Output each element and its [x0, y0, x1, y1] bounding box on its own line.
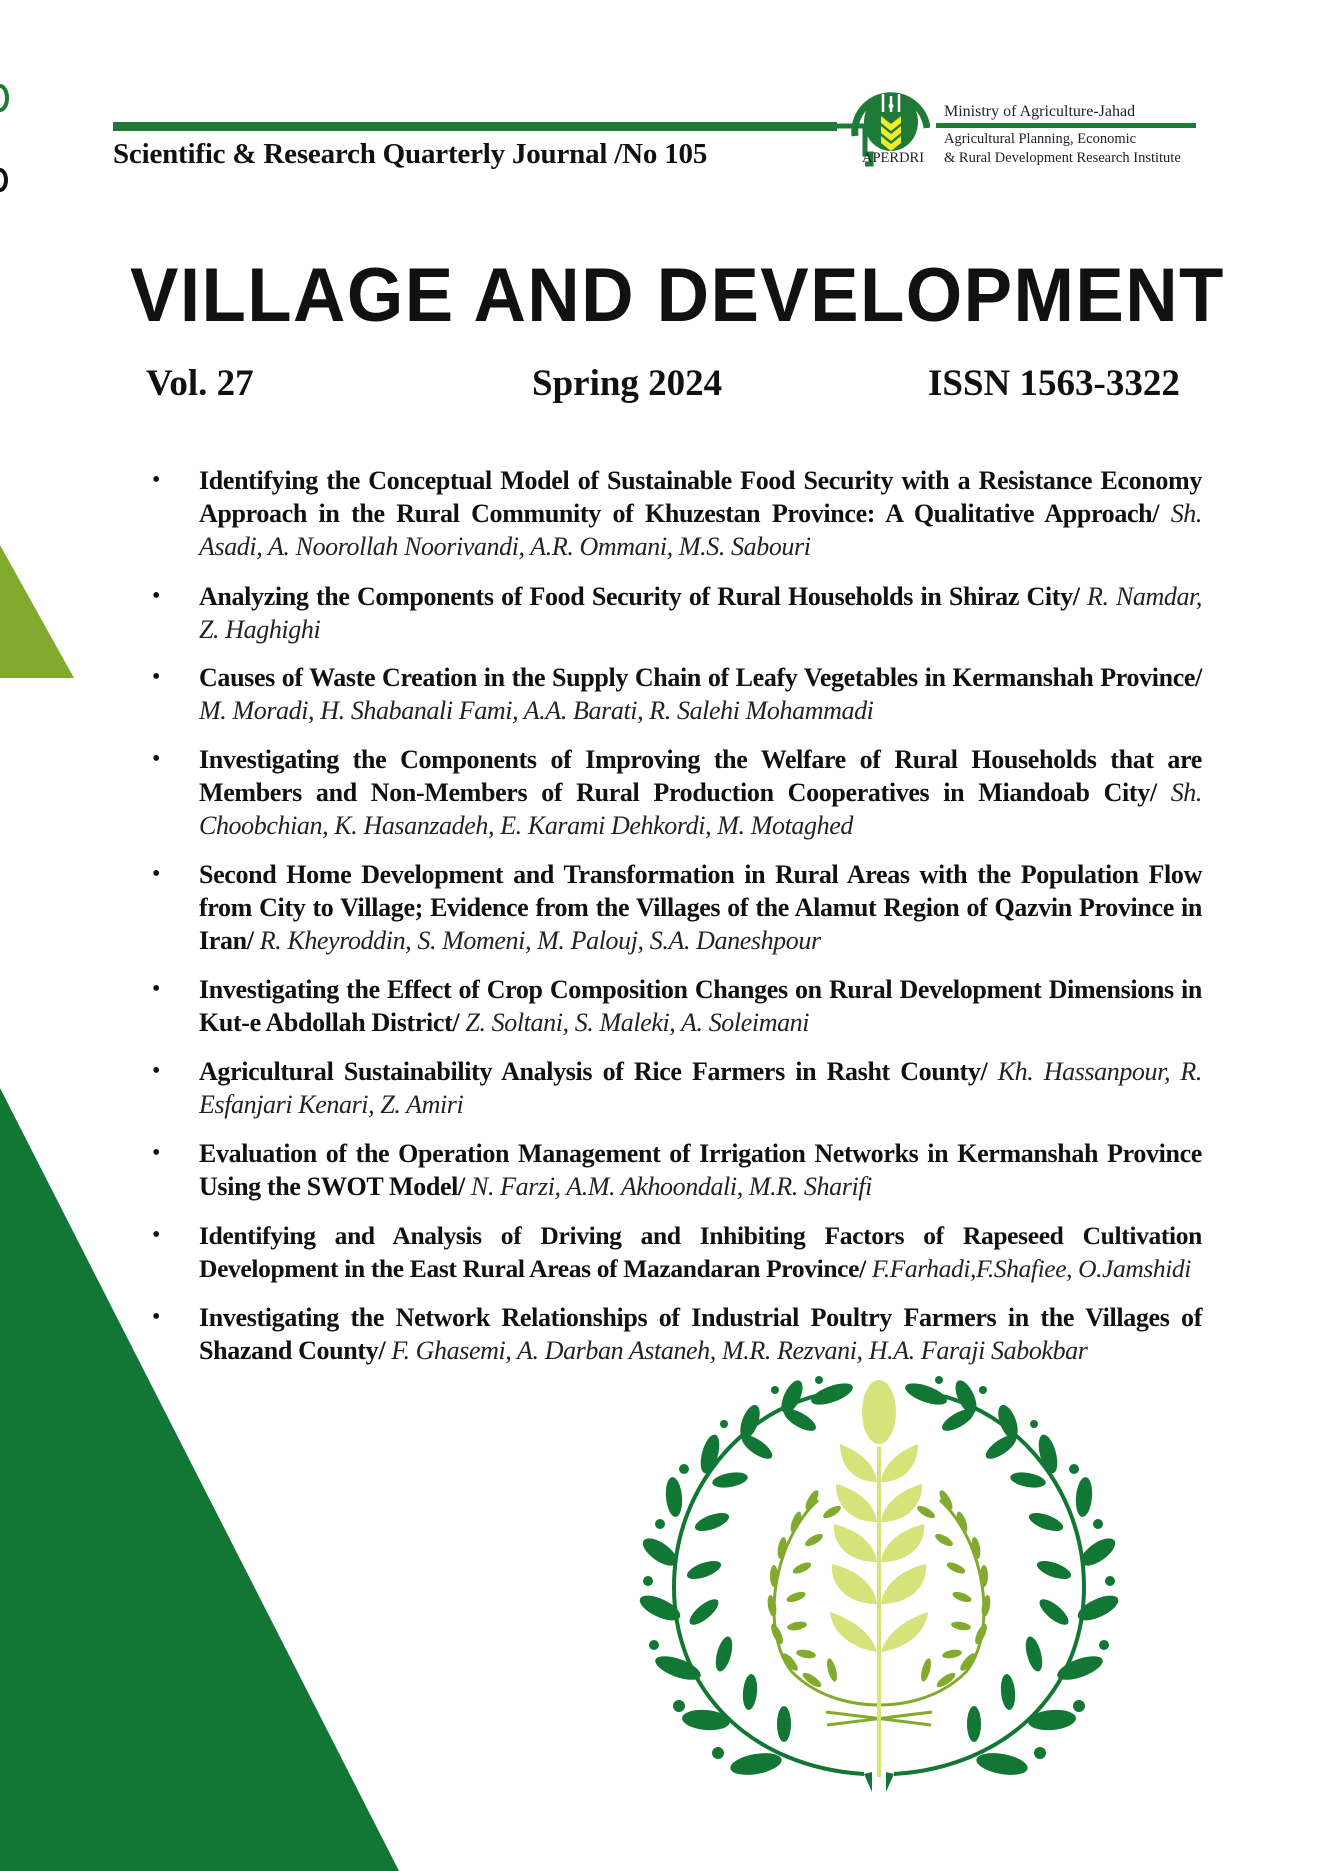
bullet-icon: • [152, 1304, 161, 1330]
institute-name-line1: Agricultural Planning, Economic [944, 131, 1137, 147]
article-item [150, 858, 1202, 957]
header-green-rule [113, 122, 837, 131]
bullet-icon: • [152, 746, 161, 772]
article-authors: R. Kheyroddin, S. Momeni, M. Palouj, S.A. Daneshpour [253, 926, 821, 955]
article-list [150, 464, 1202, 1367]
article-authors: M. Moradi, H. Shabanali Fami, A.A. Barati, R. Salehi Mohammadi [199, 696, 874, 725]
article-title: Investigating the Effect of Crop Composition Changes on Rural Development Dimensions in Kut-e Abdollah District/ [199, 975, 1202, 1037]
edge-glyph-black [0, 170, 6, 190]
wheat-laurel-wreath-emblem-icon [632, 1372, 1124, 1802]
article-item [150, 1219, 1202, 1285]
article-authors: Sh. Choobchian, K. Hasanzadeh, E. Karami Dehkordi, M. Motaghed [199, 778, 1203, 840]
bullet-icon: • [152, 583, 161, 609]
institute-name-line2: & Rural Development Research Institute [944, 150, 1181, 166]
article-authors: Kh. Hassanpour, R. Esfanjari Kenari, Z. Amiri [199, 1057, 1202, 1119]
article-title: Investigating the Network Relationships of Industrial Poultry Farmers in the Villages of Shazand County/ [199, 1303, 1202, 1365]
article-title: Investigating the Components of Improving the Welfare of Rural Households that are Members and Non-Members of Rural Production Cooperatives in Miandoab City/ [199, 745, 1202, 807]
journal-subtitle: Scientific & Research Quarterly Journal /No 105 [113, 138, 708, 170]
season-label: Spring 2024 [532, 363, 723, 404]
article-item [150, 1055, 1202, 1121]
bullet-icon: • [152, 664, 161, 690]
org-green-rule [936, 123, 1196, 128]
volume-label: Vol. 27 [146, 363, 254, 404]
article-title: Analyzing the Components of Food Security of Rural Households in Shiraz City/ [199, 582, 1080, 611]
article-title: Second Home Development and Transformation in Rural Areas with the Population Flow from City to Village; Evidence from the Villages of the Alamut Region of Qazvin Province in Iran/ [199, 860, 1202, 955]
light-green-triangle [0, 545, 74, 678]
article-item [150, 743, 1202, 842]
article-item [150, 1137, 1202, 1203]
article-item [150, 464, 1202, 563]
article-title: Identifying the Conceptual Model of Sustainable Food Security with a Resistance Economy Approach in the Rural Community of Khuzestan Province: A Qualitative Approach/ [199, 466, 1202, 528]
article-title: Agricultural Sustainability Analysis of Rice Farmers in Rasht County/ [199, 1057, 988, 1086]
bullet-icon: • [152, 976, 161, 1002]
logo-acronym: APERDRI [862, 150, 925, 166]
journal-title: VILLAGE AND DEVELOPMENT [130, 253, 1225, 338]
ministry-name: Ministry of Agriculture-Jahad [944, 103, 1136, 120]
article-authors: N. Farzi, A.M. Akhoondali, M.R. Sharifi [464, 1172, 872, 1201]
article-item [150, 1301, 1202, 1367]
article-authors: Z. Soltani, S. Maleki, A. Soleimani [459, 1008, 810, 1037]
bullet-icon: • [152, 1140, 161, 1166]
article-authors: F. Ghasemi, A. Darban Astaneh, M.R. Rezvani, H.A. Faraji Sabokbar [385, 1336, 1088, 1365]
article-item [150, 973, 1202, 1039]
bullet-icon: • [152, 861, 161, 887]
article-authors: F.Farhadi,F.Shafiee, O.Jamshidi [865, 1254, 1191, 1283]
article-title: Evaluation of the Operation Management of Irrigation Networks in Kermanshah Province Using the SWOT Model/ [199, 1139, 1202, 1201]
bullet-icon: • [152, 467, 161, 493]
article-authors: R. Namdar, Z. Haghighi [199, 582, 1202, 644]
article-item [150, 580, 1202, 646]
edge-glyph-green [0, 86, 7, 110]
bullet-icon: • [152, 1222, 161, 1248]
issn-label: ISSN 1563-3322 [928, 363, 1180, 404]
article-title: Identifying and Analysis of Driving and Inhibiting Factors of Rapeseed Cultivation Development in the East Rural Areas of Mazandaran Province/ [199, 1221, 1202, 1283]
bullet-icon: • [152, 1058, 161, 1084]
article-title: Causes of Waste Creation in the Supply Chain of Leafy Vegetables in Kermanshah Province/ [199, 663, 1202, 692]
article-item [150, 661, 1202, 727]
article-authors: Sh. Asadi, A. Noorollah Noorivandi, A.R. Ommani, M.S. Sabouri [199, 499, 1203, 561]
